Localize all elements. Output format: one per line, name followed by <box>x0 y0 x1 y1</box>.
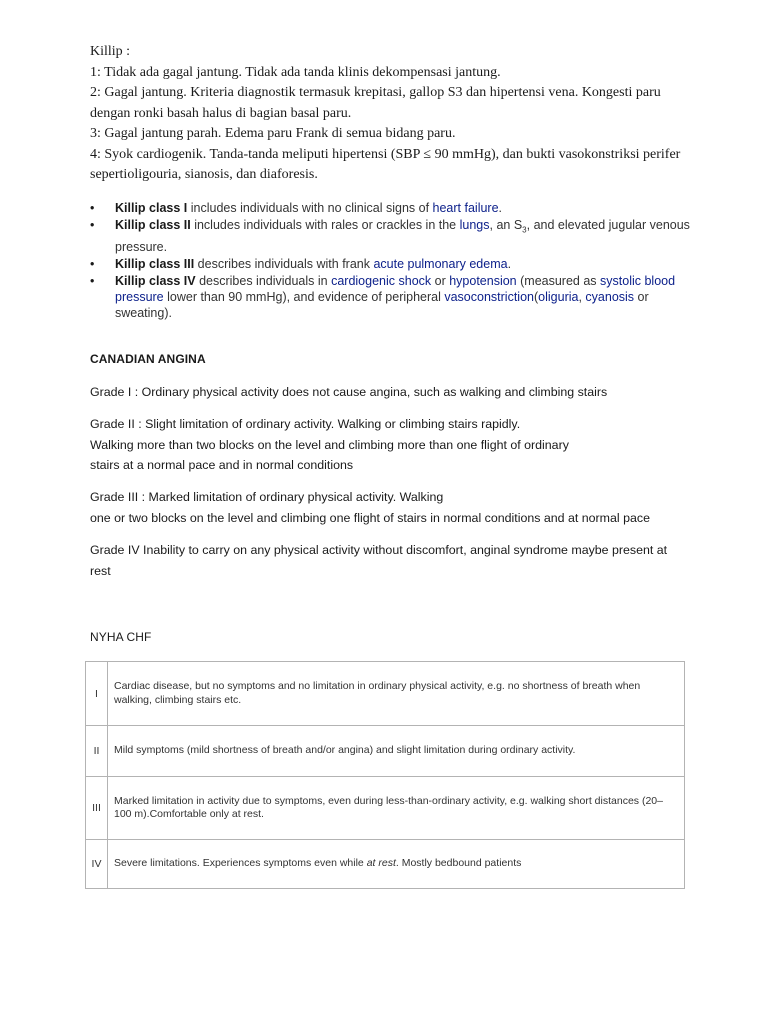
nyha-table <box>85 661 685 889</box>
killip-class-2-subscript: 3 <box>522 225 527 235</box>
table-row <box>86 840 685 889</box>
grade-2-block <box>90 414 690 476</box>
grade-1-block <box>90 382 690 403</box>
nyha-class-cell: III <box>86 777 108 840</box>
nyha-desc-text-end: . Mostly bedbound patients <box>395 857 522 870</box>
killip-class-4-label: Killip class IV <box>115 273 196 288</box>
link-oliguria[interactable]: oliguria <box>538 289 579 304</box>
link-hypotension[interactable]: hypotension <box>449 273 517 288</box>
bullet-icon: • <box>90 201 95 215</box>
killip-line-1: 1: Tidak ada gagal jantung. Tidak ada tanda klinis dekompensasi jantung. <box>90 64 501 80</box>
killip-class-2-text-s: , an S <box>489 218 523 232</box>
table-row <box>86 662 685 726</box>
grade-2-line-1: Grade II : Slight limitation of ordinary activity. Walking or climbing stairs rapidly. <box>90 417 521 431</box>
list-item <box>90 200 690 216</box>
grade-3-line-2: one or two blocks on the level and climbing one flight of stairs in normal conditions and at normal pace <box>90 510 650 525</box>
nyha-desc-emphasis: at rest <box>366 857 396 870</box>
killip-class-list <box>90 200 690 322</box>
nyha-heading: NYHA CHF <box>90 630 152 644</box>
killip-class-2-label: Killip class II <box>115 218 191 232</box>
nyha-desc-cell: Cardiac disease, but no symptoms and no limitation in ordinary physical activity, e.g. no shortness of breath when walking, climbing stairs etc. <box>108 662 685 726</box>
killip-class-4-text: describes individuals in <box>195 273 332 288</box>
killip-class-2-text: includes individuals with rales or crackles in the <box>190 218 460 232</box>
nyha-desc-cell: Mild symptoms (mild shortness of breath and/or angina) and slight limitation during ordinary activity. <box>108 726 685 777</box>
table-row <box>86 777 685 840</box>
killip-class-3-label: Killip class III <box>115 256 195 271</box>
link-lungs[interactable]: lungs <box>459 218 490 232</box>
killip-class-4-text-comma: , <box>578 289 586 304</box>
killip-class-4-text-or: or <box>431 273 450 288</box>
link-cardiogenic-shock[interactable]: cardiogenic shock <box>331 273 432 288</box>
link-heart-failure[interactable]: heart failure <box>432 201 499 215</box>
killip-class-1-label: Killip class I <box>115 201 188 215</box>
bullet-icon: • <box>90 218 95 232</box>
killip-line-3: 3: Gagal jantung parah. Edema paru Frank di semua bidang paru. <box>90 126 456 141</box>
list-item <box>90 217 690 255</box>
killip-class-4-text-end: or sweating). <box>115 289 649 320</box>
nyha-class-cell: I <box>86 662 108 726</box>
link-vasoconstriction[interactable]: vasoconstriction <box>444 289 534 304</box>
killip-line-4: 4: Syok cardiogenik. Tanda-tanda meliputi hipertensi (SBP ≤ 90 mmHg), dan bukti vasokonstriksi perifer sepertioligouria, sianosis, dan diaforesis. <box>90 146 681 182</box>
killip-class-4-text-paren: ( <box>533 289 539 304</box>
killip-title: Killip : <box>90 44 131 59</box>
link-cyanosis[interactable]: cyanosis <box>585 289 635 304</box>
killip-class-4-text-measured: (measured as <box>516 273 601 288</box>
grade-2-line-3: stairs at a normal pace and in normal conditions <box>90 458 354 472</box>
nyha-class-cell: IV <box>86 840 108 889</box>
killip-intro <box>90 42 690 186</box>
list-item <box>90 273 690 321</box>
bullet-icon: • <box>90 256 95 271</box>
killip-class-2-text-end: , and elevated jugular venous pressure. <box>115 218 690 254</box>
killip-class-1-text: includes individuals with no clinical signs of <box>187 201 433 215</box>
nyha-desc-cell <box>108 840 685 889</box>
grade-3-block <box>90 487 690 528</box>
nyha-class-cell: II <box>86 726 108 777</box>
bullet-icon: • <box>90 273 95 288</box>
killip-class-4-text-lower: lower than 90 mmHg), and evidence of peripheral <box>163 289 445 304</box>
nyha-desc-cell: Marked limitation in activity due to symptoms, even during less-than-ordinary activity, e.g. walking short distances (20–100 m).Comfortable only at rest. <box>108 777 685 840</box>
killip-line-2: 2: Gagal jantung. Kriteria diagnostik termasuk krepitasi, gallop S3 dan hipertensi vena. Kongesti paru dengan ronki basah halus di bagian basal paru. <box>90 85 661 121</box>
grade-3-line-1: Grade III : Marked limitation of ordinary physical activity. Walking <box>90 490 444 504</box>
grade-4-block <box>90 540 690 581</box>
grade-1-text: Grade I : Ordinary physical activity does not cause angina, such as walking and climbing stairs <box>90 385 608 399</box>
grade-2-line-2: Walking more than two blocks on the level and climbing more than one flight of ordinary <box>90 437 569 452</box>
grade-4-text: Grade IV Inability to carry on any physical activity without discomfort, anginal syndrome maybe present at rest <box>90 543 668 578</box>
killip-class-3-text: describes individuals with frank <box>194 256 374 271</box>
table-row <box>86 726 685 777</box>
canadian-angina-heading: CANADIAN ANGINA <box>90 352 206 366</box>
nyha-desc-text: Severe limitations. Experiences symptoms even while <box>114 857 367 870</box>
list-item <box>90 256 690 272</box>
killip-class-3-text-end: . <box>507 256 512 271</box>
killip-class-1-text-end: . <box>498 201 503 215</box>
link-systolic-blood-pressure[interactable]: systolic blood pressure <box>115 273 676 304</box>
link-acute-pulmonary-edema[interactable]: acute pulmonary edema <box>373 256 508 271</box>
